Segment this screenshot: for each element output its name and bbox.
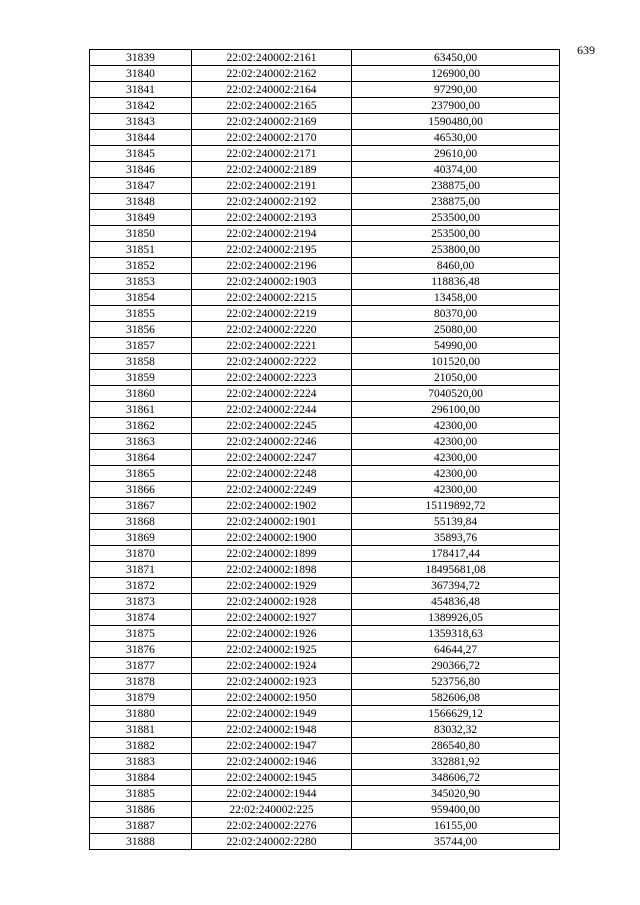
cadastral-value-cell: 238875,00 (352, 194, 560, 210)
table-row (90, 514, 560, 530)
cadastral-value-cell: 1389926,05 (352, 610, 560, 626)
row-number-cell: 31846 (90, 162, 192, 178)
cadastral-number-cell: 22:02:240002:2224 (192, 386, 352, 402)
cadastral-number-cell: 22:02:240002:2246 (192, 434, 352, 450)
table-row (90, 770, 560, 786)
cadastral-value-cell: 118836,48 (352, 274, 560, 290)
cadastral-value-cell: 80370,00 (352, 306, 560, 322)
table-row (90, 98, 560, 114)
cadastral-number-cell: 22:02:240002:2162 (192, 66, 352, 82)
row-number-cell: 31854 (90, 290, 192, 306)
cadastral-value-cell: 101520,00 (352, 354, 560, 370)
table-row (90, 450, 560, 466)
row-number-cell: 31843 (90, 114, 192, 130)
row-number-cell: 31866 (90, 482, 192, 498)
cadastral-value-cell: 253800,00 (352, 242, 560, 258)
table-row (90, 834, 560, 850)
row-number-cell: 31855 (90, 306, 192, 322)
row-number-cell: 31869 (90, 530, 192, 546)
table-row (90, 690, 560, 706)
cadastral-number-cell: 22:02:240002:225 (192, 802, 352, 818)
cadastral-number-cell: 22:02:240002:2191 (192, 178, 352, 194)
row-number-cell: 31867 (90, 498, 192, 514)
row-number-cell: 31851 (90, 242, 192, 258)
row-number-cell: 31845 (90, 146, 192, 162)
cadastral-number-cell: 22:02:240002:2169 (192, 114, 352, 130)
table-row (90, 722, 560, 738)
cadastral-number-cell: 22:02:240002:1948 (192, 722, 352, 738)
table-row (90, 754, 560, 770)
table-row (90, 594, 560, 610)
cadastral-number-cell: 22:02:240002:2280 (192, 834, 352, 850)
cadastral-value-cell: 97290,00 (352, 82, 560, 98)
cadastral-number-cell: 22:02:240002:1927 (192, 610, 352, 626)
cadastral-number-cell: 22:02:240002:2195 (192, 242, 352, 258)
cadastral-value-cell: 126900,00 (352, 66, 560, 82)
cadastral-value-cell: 1359318,63 (352, 626, 560, 642)
cadastral-number-cell: 22:02:240002:1945 (192, 770, 352, 786)
cadastral-value-cell: 64644,27 (352, 642, 560, 658)
cadastral-value-cell: 286540,80 (352, 738, 560, 754)
row-number-cell: 31849 (90, 210, 192, 226)
table-row (90, 610, 560, 626)
cadastral-value-cell: 8460,00 (352, 258, 560, 274)
cadastral-number-cell: 22:02:240002:2170 (192, 130, 352, 146)
cadastral-value-cell: 290366,72 (352, 658, 560, 674)
row-number-cell: 31842 (90, 98, 192, 114)
table-row (90, 674, 560, 690)
cadastral-value-cell: 55139,84 (352, 514, 560, 530)
cadastral-value-cell: 46530,00 (352, 130, 560, 146)
cadastral-value-cell: 35893,76 (352, 530, 560, 546)
cadastral-number-cell: 22:02:240002:2248 (192, 466, 352, 482)
cadastral-value-cell: 7040520,00 (352, 386, 560, 402)
cadastral-value-cell: 237900,00 (352, 98, 560, 114)
cadastral-value-cell: 18495681,08 (352, 562, 560, 578)
table-row (90, 354, 560, 370)
cadastral-number-cell: 22:02:240002:2221 (192, 338, 352, 354)
table-row (90, 290, 560, 306)
cadastral-number-cell: 22:02:240002:2276 (192, 818, 352, 834)
row-number-cell: 31844 (90, 130, 192, 146)
row-number-cell: 31888 (90, 834, 192, 850)
cadastral-number-cell: 22:02:240002:1950 (192, 690, 352, 706)
table-row (90, 178, 560, 194)
cadastral-number-cell: 22:02:240002:2215 (192, 290, 352, 306)
table-row (90, 498, 560, 514)
cadastral-number-cell: 22:02:240002:2171 (192, 146, 352, 162)
cadastral-number-cell: 22:02:240002:1903 (192, 274, 352, 290)
cadastral-number-cell: 22:02:240002:1924 (192, 658, 352, 674)
row-number-cell: 31861 (90, 402, 192, 418)
cadastral-value-cell: 296100,00 (352, 402, 560, 418)
cadastral-value-cell: 21050,00 (352, 370, 560, 386)
cadastral-number-cell: 22:02:240002:2247 (192, 450, 352, 466)
cadastral-value-cell: 454836,48 (352, 594, 560, 610)
row-number-cell: 31887 (90, 818, 192, 834)
row-number-cell: 31858 (90, 354, 192, 370)
row-number-cell: 31856 (90, 322, 192, 338)
table-row (90, 706, 560, 722)
table-row (90, 162, 560, 178)
cadastral-number-cell: 22:02:240002:1901 (192, 514, 352, 530)
cadastral-number-cell: 22:02:240002:2244 (192, 402, 352, 418)
row-number-cell: 31850 (90, 226, 192, 242)
table-row (90, 210, 560, 226)
cadastral-number-cell: 22:02:240002:2222 (192, 354, 352, 370)
cadastral-value-cell: 178417,44 (352, 546, 560, 562)
table-row (90, 66, 560, 82)
cadastral-value-cell: 959400,00 (352, 802, 560, 818)
row-number-cell: 31865 (90, 466, 192, 482)
table-row (90, 338, 560, 354)
cadastral-number-cell: 22:02:240002:1926 (192, 626, 352, 642)
cadastral-number-cell: 22:02:240002:1947 (192, 738, 352, 754)
table-row (90, 418, 560, 434)
cadastral-number-cell: 22:02:240002:2193 (192, 210, 352, 226)
row-number-cell: 31863 (90, 434, 192, 450)
cadastral-number-cell: 22:02:240002:1949 (192, 706, 352, 722)
row-number-cell: 31864 (90, 450, 192, 466)
table-row (90, 738, 560, 754)
cadastral-number-cell: 22:02:240002:2245 (192, 418, 352, 434)
cadastral-value-cell: 582606,08 (352, 690, 560, 706)
table-row (90, 562, 560, 578)
row-number-cell: 31841 (90, 82, 192, 98)
cadastral-number-cell: 22:02:240002:1900 (192, 530, 352, 546)
table-row (90, 466, 560, 482)
table-row (90, 306, 560, 322)
table-row (90, 50, 560, 66)
cadastral-number-cell: 22:02:240002:2165 (192, 98, 352, 114)
cadastral-value-cell: 29610,00 (352, 146, 560, 162)
row-number-cell: 31882 (90, 738, 192, 754)
row-number-cell: 31881 (90, 722, 192, 738)
row-number-cell: 31879 (90, 690, 192, 706)
cadastral-value-cell: 42300,00 (352, 434, 560, 450)
table-row (90, 546, 560, 562)
row-number-cell: 31876 (90, 642, 192, 658)
cadastral-number-cell: 22:02:240002:2189 (192, 162, 352, 178)
cadastral-number-cell: 22:02:240002:1928 (192, 594, 352, 610)
cadastral-value-cell: 1590480,00 (352, 114, 560, 130)
row-number-cell: 31868 (90, 514, 192, 530)
table-row (90, 226, 560, 242)
table-row (90, 322, 560, 338)
row-number-cell: 31852 (90, 258, 192, 274)
cadastral-number-cell: 22:02:240002:2161 (192, 50, 352, 66)
row-number-cell: 31885 (90, 786, 192, 802)
table-row (90, 114, 560, 130)
table-row (90, 578, 560, 594)
table-row (90, 642, 560, 658)
table-row (90, 130, 560, 146)
table-row (90, 818, 560, 834)
row-number-cell: 31878 (90, 674, 192, 690)
row-number-cell: 31875 (90, 626, 192, 642)
cadastral-number-cell: 22:02:240002:2196 (192, 258, 352, 274)
table-row (90, 658, 560, 674)
row-number-cell: 31873 (90, 594, 192, 610)
cadastral-number-cell: 22:02:240002:1923 (192, 674, 352, 690)
cadastral-value-cell: 35744,00 (352, 834, 560, 850)
cadastral-value-cell: 367394,72 (352, 578, 560, 594)
row-number-cell: 31872 (90, 578, 192, 594)
row-number-cell: 31853 (90, 274, 192, 290)
cadastral-value-cell: 332881,92 (352, 754, 560, 770)
cadastral-value-cell: 63450,00 (352, 50, 560, 66)
row-number-cell: 31880 (90, 706, 192, 722)
page-number: 639 (577, 43, 595, 57)
table-row (90, 370, 560, 386)
cadastral-number-cell: 22:02:240002:1946 (192, 754, 352, 770)
cadastral-value-cell: 42300,00 (352, 450, 560, 466)
cadastral-value-cell: 253500,00 (352, 210, 560, 226)
cadastral-value-table (89, 49, 560, 850)
table-row (90, 194, 560, 210)
cadastral-number-cell: 22:02:240002:1899 (192, 546, 352, 562)
row-number-cell: 31847 (90, 178, 192, 194)
cadastral-number-cell: 22:02:240002:2249 (192, 482, 352, 498)
cadastral-number-cell: 22:02:240002:1925 (192, 642, 352, 658)
table-row (90, 386, 560, 402)
cadastral-number-cell: 22:02:240002:2192 (192, 194, 352, 210)
row-number-cell: 31877 (90, 658, 192, 674)
cadastral-value-cell: 25080,00 (352, 322, 560, 338)
table-row (90, 626, 560, 642)
table-row (90, 242, 560, 258)
cadastral-number-cell: 22:02:240002:2194 (192, 226, 352, 242)
cadastral-value-cell: 42300,00 (352, 466, 560, 482)
cadastral-value-cell: 523756,80 (352, 674, 560, 690)
table-row (90, 786, 560, 802)
cadastral-value-cell: 15119892,72 (352, 498, 560, 514)
row-number-cell: 31883 (90, 754, 192, 770)
table-row (90, 146, 560, 162)
row-number-cell: 31839 (90, 50, 192, 66)
cadastral-value-cell: 348606,72 (352, 770, 560, 786)
row-number-cell: 31886 (90, 802, 192, 818)
table-row (90, 802, 560, 818)
row-number-cell: 31874 (90, 610, 192, 626)
table-row (90, 482, 560, 498)
cadastral-value-cell: 42300,00 (352, 418, 560, 434)
table-row (90, 82, 560, 98)
cadastral-value-cell: 13458,00 (352, 290, 560, 306)
cadastral-number-cell: 22:02:240002:2164 (192, 82, 352, 98)
cadastral-number-cell: 22:02:240002:2223 (192, 370, 352, 386)
table-body (90, 50, 560, 850)
row-number-cell: 31862 (90, 418, 192, 434)
row-number-cell: 31860 (90, 386, 192, 402)
table-row (90, 274, 560, 290)
cadastral-value-cell: 253500,00 (352, 226, 560, 242)
cadastral-value-cell: 1566629,12 (352, 706, 560, 722)
row-number-cell: 31870 (90, 546, 192, 562)
cadastral-value-cell: 16155,00 (352, 818, 560, 834)
table-row (90, 434, 560, 450)
row-number-cell: 31840 (90, 66, 192, 82)
row-number-cell: 31859 (90, 370, 192, 386)
cadastral-number-cell: 22:02:240002:1944 (192, 786, 352, 802)
cadastral-value-cell: 42300,00 (352, 482, 560, 498)
cadastral-value-cell: 345020,90 (352, 786, 560, 802)
row-number-cell: 31857 (90, 338, 192, 354)
cadastral-number-cell: 22:02:240002:1898 (192, 562, 352, 578)
cadastral-value-cell: 54990,00 (352, 338, 560, 354)
cadastral-number-cell: 22:02:240002:2220 (192, 322, 352, 338)
cadastral-number-cell: 22:02:240002:1902 (192, 498, 352, 514)
cadastral-number-cell: 22:02:240002:1929 (192, 578, 352, 594)
row-number-cell: 31884 (90, 770, 192, 786)
cadastral-value-cell: 40374,00 (352, 162, 560, 178)
cadastral-value-cell: 238875,00 (352, 178, 560, 194)
table-row (90, 258, 560, 274)
table-row (90, 402, 560, 418)
row-number-cell: 31848 (90, 194, 192, 210)
cadastral-value-cell: 83032,32 (352, 722, 560, 738)
cadastral-number-cell: 22:02:240002:2219 (192, 306, 352, 322)
table-row (90, 530, 560, 546)
row-number-cell: 31871 (90, 562, 192, 578)
